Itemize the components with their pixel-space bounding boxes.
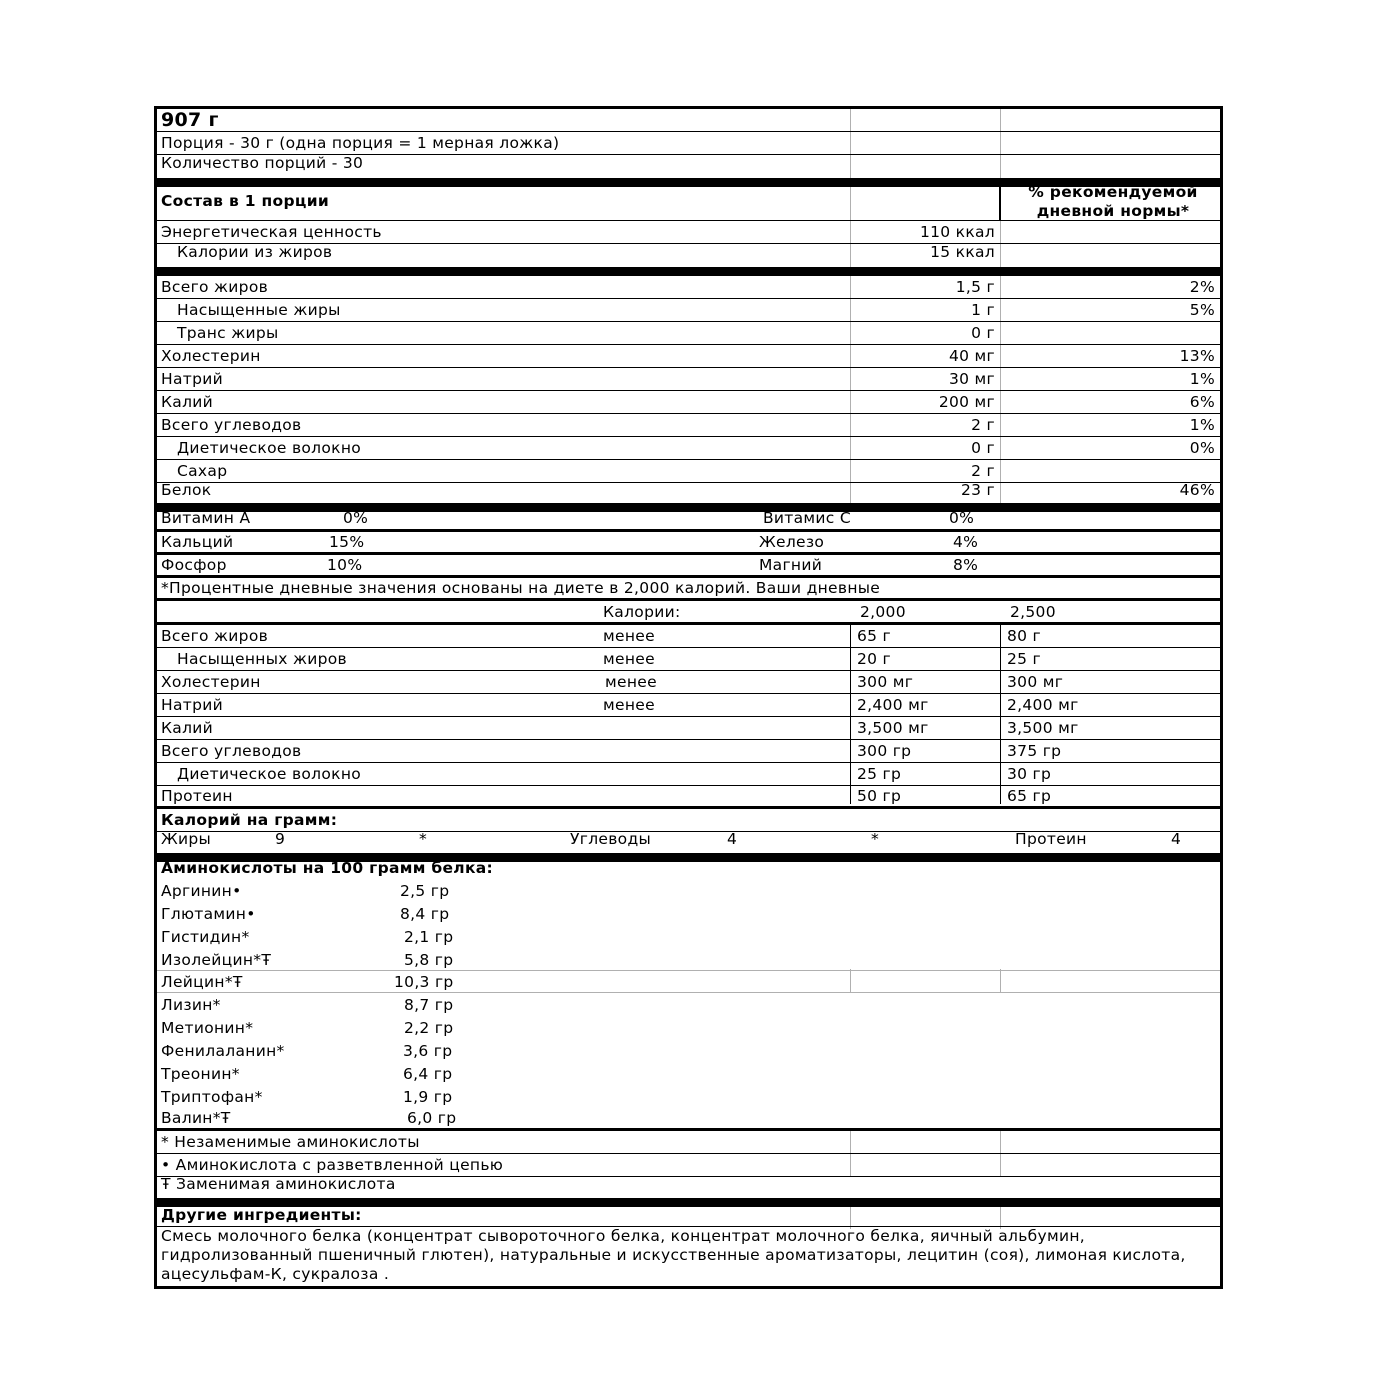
legend-essential: * Незаменимые аминокислоты bbox=[161, 1133, 420, 1151]
daily-value-header-1: % рекомендуемой bbox=[1028, 182, 1198, 201]
amino-value: 6,0 гр bbox=[407, 1109, 457, 1127]
weight-row bbox=[157, 109, 1220, 132]
star-mark: * bbox=[419, 830, 428, 848]
nutrient-amount: 2 г bbox=[971, 462, 995, 480]
nutrient-label: Калий bbox=[161, 393, 214, 411]
amino-name: Изолейцин*Ŧ bbox=[161, 950, 272, 969]
calorie-row bbox=[157, 763, 1220, 786]
nutrient-dv bbox=[1007, 460, 1215, 482]
nutrient-amount: 1 г bbox=[971, 301, 995, 319]
amino-row bbox=[157, 879, 1220, 902]
serving-size: Порция - 30 г (одна порция = 1 мерная ложка) bbox=[161, 134, 560, 152]
calorie-row-value-2000: 65 г bbox=[857, 627, 891, 645]
energy-row bbox=[157, 221, 1220, 244]
vitamin-value: 8% bbox=[953, 556, 979, 574]
other-ingredients-title: Другие ингредиенты: bbox=[161, 1206, 362, 1224]
calorie-row-label: Калий bbox=[161, 719, 214, 737]
daily-value-header-2: дневной нормы* bbox=[1036, 201, 1190, 220]
calorie-row-value-2000: 300 гр bbox=[857, 742, 912, 760]
nutrient-label: Всего углеводов bbox=[161, 416, 302, 434]
protein-label: Протеин bbox=[1015, 830, 1087, 848]
nutrient-dv bbox=[1007, 322, 1215, 344]
calorie-row-qualifier: менее bbox=[605, 673, 657, 691]
vitamin-value: 0% bbox=[949, 509, 975, 527]
vitamin-row bbox=[157, 555, 1220, 578]
amino-name: Триптофан* bbox=[161, 1087, 263, 1106]
fat-calories-label: Калории из жиров bbox=[177, 242, 333, 261]
composition-header-row bbox=[157, 181, 1220, 221]
amino-value: 8,7 гр bbox=[404, 995, 454, 1014]
calorie-row bbox=[157, 671, 1220, 694]
calorie-header-label: Калории: bbox=[603, 602, 681, 621]
amino-row bbox=[157, 1108, 1220, 1131]
amino-title: Аминокислоты на 100 грамм белка: bbox=[161, 858, 494, 877]
amino-row bbox=[157, 993, 1220, 1016]
calorie-row-value-2500: 2,400 мг bbox=[1007, 696, 1079, 714]
nutrient-amount: 40 мг bbox=[949, 347, 995, 365]
vitamin-name: Витамин А bbox=[161, 509, 251, 527]
footnote-row bbox=[157, 578, 1220, 601]
carb-label: Углеводы bbox=[570, 830, 652, 848]
nutrient-amount: 200 мг bbox=[938, 393, 995, 411]
calorie-row-label: Холестерин bbox=[161, 673, 261, 691]
calorie-row-qualifier: менее bbox=[603, 627, 655, 645]
calorie-row bbox=[157, 648, 1220, 671]
amino-value: 3,6 гр bbox=[403, 1041, 453, 1060]
product-weight: 907 г bbox=[161, 109, 219, 131]
amino-row bbox=[157, 970, 1220, 993]
nutrient-dv: 2% bbox=[1189, 278, 1215, 296]
calorie-row-value-2000: 3,500 мг bbox=[857, 719, 929, 737]
amino-name: Фенилаланин* bbox=[161, 1041, 285, 1060]
calorie-row bbox=[157, 740, 1220, 763]
nutrient-dv: 0% bbox=[1189, 439, 1215, 457]
nutrient-dv: 1% bbox=[1189, 370, 1215, 388]
amino-row bbox=[157, 1016, 1220, 1039]
calorie-row-label: Диетическое волокно bbox=[177, 765, 362, 783]
legend-row bbox=[157, 1177, 1220, 1207]
nutrition-facts-sheet bbox=[154, 106, 1223, 1289]
energy-amount: 110 ккал bbox=[919, 223, 995, 241]
nutrient-dv: 5% bbox=[1189, 301, 1215, 319]
calorie-col-2000: 2,000 bbox=[860, 602, 906, 621]
other-ingredients-text: Смесь молочного белка (концентрат сывороточного белка, концентрат молочного белка, яичный альбумин, гидролизованный пшеничный глютен), натуральные и искусственные ароматизаторы, лецитин (соя), лимоная кислота, ацесульфам-К, сукралоза . bbox=[161, 1227, 1186, 1283]
calorie-row-qualifier: менее bbox=[603, 650, 655, 668]
other-title-row bbox=[157, 1204, 1220, 1227]
legend-branched: • Аминокислота с разветвленной цепью bbox=[161, 1156, 504, 1174]
nutrient-label: Диетическое волокно bbox=[177, 439, 362, 457]
nutrient-label: Холестерин bbox=[161, 347, 261, 365]
amino-value: 10,3 гр bbox=[394, 972, 454, 991]
nutrient-amount: 1,5 г bbox=[955, 278, 995, 296]
vitamin-value: 4% bbox=[953, 533, 979, 551]
legend-row bbox=[157, 1131, 1220, 1154]
amino-name: Глютамин• bbox=[161, 904, 256, 923]
nutrient-amount: 23 г bbox=[961, 481, 995, 499]
footnote-text: *Процентные дневные значения основаны на диете в 2,000 калорий. Ваши дневные bbox=[161, 579, 881, 597]
nutrient-amount: 30 мг bbox=[949, 370, 995, 388]
nutrient-row bbox=[157, 391, 1220, 414]
nutrient-row bbox=[157, 345, 1220, 368]
nutrient-row bbox=[157, 437, 1220, 460]
calorie-row-value-2500: 30 гр bbox=[1007, 765, 1052, 783]
calorie-row-value-2000: 2,400 мг bbox=[857, 696, 929, 714]
nutrient-dv: 1% bbox=[1189, 416, 1215, 434]
amino-value: 2,1 гр bbox=[404, 927, 454, 946]
calorie-row-value-2000: 25 гр bbox=[857, 765, 902, 783]
vitamin-name: Железо bbox=[759, 533, 825, 551]
vitamin-name: Витамис С bbox=[763, 509, 851, 527]
calorie-row-value-2500: 300 мг bbox=[1007, 673, 1064, 691]
legend-nonessential: Ŧ Заменимая аминокислота bbox=[161, 1175, 396, 1193]
vitamin-value: 10% bbox=[327, 556, 363, 574]
calorie-row-label: Всего жиров bbox=[161, 627, 269, 645]
amino-name: Аргинин• bbox=[161, 881, 242, 900]
nutrient-label: Белок bbox=[161, 481, 212, 499]
nutrient-label: Всего жиров bbox=[161, 278, 269, 296]
nutrient-label: Насыщенные жиры bbox=[177, 301, 341, 319]
nutrient-row bbox=[157, 299, 1220, 322]
vitamin-value: 0% bbox=[343, 509, 369, 527]
nutrient-label: Транс жиры bbox=[177, 324, 279, 342]
fat-value: 9 bbox=[275, 830, 286, 848]
calorie-row-label: Натрий bbox=[161, 696, 223, 714]
amino-row bbox=[157, 1085, 1220, 1108]
nutrient-row bbox=[157, 276, 1220, 299]
amino-value: 5,8 гр bbox=[404, 950, 454, 969]
calories-per-gram-title-row bbox=[157, 809, 1220, 832]
nutrient-label: Сахар bbox=[177, 462, 228, 480]
nutrient-dv: 6% bbox=[1189, 393, 1215, 411]
vitamin-name: Магний bbox=[759, 556, 823, 574]
calorie-row-value-2500: 80 г bbox=[1007, 627, 1041, 645]
amino-name: Лизин* bbox=[161, 995, 221, 1014]
calorie-row bbox=[157, 625, 1220, 648]
amino-row bbox=[157, 902, 1220, 925]
calorie-row-label: Насыщенных жиров bbox=[177, 650, 347, 668]
calorie-row-value-2000: 20 г bbox=[857, 650, 891, 668]
amino-value: 2,5 гр bbox=[400, 881, 450, 900]
nutrient-dv: 46% bbox=[1179, 481, 1215, 499]
vitamin-name: Кальций bbox=[161, 533, 234, 551]
calorie-row-value-2500: 3,500 мг bbox=[1007, 719, 1079, 737]
nutrient-dv: 13% bbox=[1179, 347, 1215, 365]
amino-name: Гистидин* bbox=[161, 927, 250, 946]
vitamin-value: 15% bbox=[329, 533, 365, 551]
amino-name: Валин*Ŧ bbox=[161, 1109, 231, 1127]
calorie-col-2500: 2,500 bbox=[1010, 602, 1056, 621]
calorie-row-qualifier: менее bbox=[603, 696, 655, 714]
calorie-row-value-2000: 50 гр bbox=[857, 787, 902, 805]
amino-row bbox=[157, 1062, 1220, 1085]
amino-name: Лейцин*Ŧ bbox=[161, 972, 243, 991]
amino-value: 1,9 гр bbox=[403, 1087, 453, 1106]
calorie-header-row bbox=[157, 601, 1220, 625]
protein-value: 4 bbox=[1171, 830, 1182, 848]
amino-name: Треонин* bbox=[161, 1064, 240, 1083]
amino-name: Метионин* bbox=[161, 1018, 254, 1037]
nutrient-row bbox=[157, 322, 1220, 345]
calorie-row-value-2500: 375 гр bbox=[1007, 742, 1062, 760]
nutrient-row bbox=[157, 414, 1220, 437]
calorie-row-value-2500: 25 г bbox=[1007, 650, 1041, 668]
servings-count: Количество порций - 30 bbox=[161, 153, 364, 172]
legend-row bbox=[157, 1154, 1220, 1177]
composition-title: Состав в 1 порции bbox=[161, 191, 330, 210]
vitamin-row bbox=[157, 532, 1220, 555]
nutrient-amount: 0 г bbox=[971, 439, 995, 457]
nutrient-amount: 2 г bbox=[971, 416, 995, 434]
energy-label: Энергетическая ценность bbox=[161, 223, 382, 241]
fat-label: Жиры bbox=[161, 830, 212, 848]
calorie-row-value-2500: 65 гр bbox=[1007, 787, 1052, 805]
nutrient-row bbox=[157, 368, 1220, 391]
vitamin-name: Фосфор bbox=[161, 556, 227, 574]
calorie-row-label: Протеин bbox=[161, 787, 233, 805]
calorie-row bbox=[157, 694, 1220, 717]
amino-value: 8,4 гр bbox=[400, 904, 450, 923]
serving-row bbox=[157, 132, 1220, 155]
nutrient-row bbox=[157, 460, 1220, 483]
calorie-row bbox=[157, 717, 1220, 740]
amino-row bbox=[157, 925, 1220, 948]
calories-per-gram-title: Калорий на грамм: bbox=[161, 811, 338, 829]
star-mark: * bbox=[871, 830, 880, 848]
amino-title-row bbox=[157, 856, 1220, 879]
amino-value: 2,2 гр bbox=[404, 1018, 454, 1037]
calorie-row bbox=[157, 786, 1220, 809]
vitamin-row bbox=[157, 507, 1220, 532]
fat-calories-amount: 15 ккал bbox=[930, 242, 995, 261]
calorie-row-value-2000: 300 мг bbox=[857, 673, 914, 691]
fat-calories-row bbox=[157, 244, 1220, 276]
nutrient-label: Натрий bbox=[161, 370, 223, 388]
carb-value: 4 bbox=[727, 830, 738, 848]
calorie-row-label: Всего углеводов bbox=[161, 742, 302, 760]
amino-row bbox=[157, 948, 1220, 971]
amino-value: 6,4 гр bbox=[403, 1064, 453, 1083]
amino-row bbox=[157, 1039, 1220, 1062]
nutrient-amount: 0 г bbox=[971, 324, 995, 342]
